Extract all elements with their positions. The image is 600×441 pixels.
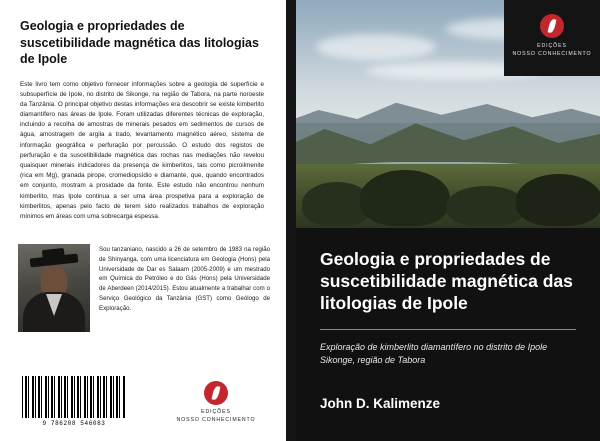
publisher-name-line2: NOSSO CONHECIMENTO — [512, 50, 592, 57]
barcode-bars — [22, 376, 126, 418]
photo-bush — [446, 186, 526, 226]
photo-bush — [516, 174, 600, 226]
title-divider — [320, 329, 576, 330]
publisher-name-line2: NOSSO CONHECIMENTO — [176, 417, 256, 424]
front-cover-text — [296, 228, 600, 411]
flame-icon — [540, 14, 564, 38]
photo-cloud — [316, 34, 436, 60]
photo-bush — [360, 170, 450, 226]
back-cover-title: Geologia e propriedades de suscetibilidade magnética das litologias de Ipole — [20, 19, 259, 66]
author-photo — [18, 244, 90, 332]
publisher-logo-front — [504, 0, 600, 76]
barcode — [22, 376, 126, 427]
author-bio: Sou tanzaniano, nascido a 26 de setembro de 1983 na região de Shinyanga, com uma licenciatura em Geologia (Hons) pela Universidade de Dar es Salaam (2005-2009) e um mestrado em Química do Petróleo e do Gás (Hons) pela Universidade de Aberdeen (2014/2015). Estou atualmente a trabalhar com o Serviço Geológico da Tanzânia (GST) como Geólogo de Exploração. — [99, 246, 270, 312]
publisher-name-line1: EDIÇÕES — [537, 42, 567, 49]
cover-photo-landscape — [296, 0, 600, 228]
front-cover-author: John D. Kalimenze — [320, 395, 441, 411]
front-cover-title: Geologia e propriedades de suscetibilidade magnética das litologias de Ipole — [320, 249, 573, 314]
barcode-number: 9 786208 546083 — [42, 420, 106, 427]
back-cover — [0, 0, 286, 441]
book-spine — [286, 0, 296, 441]
back-cover-footer — [0, 345, 286, 441]
author-block — [18, 244, 270, 332]
front-cover — [296, 0, 600, 441]
back-cover-blurb: Este livro tem como objetivo fornecer informações sobre a geologia de superfície e subsuperfície de Ipole, no distrito de Sikonge, na região de Tabora, na parte noroeste da Tanzânia. O principal objetivo destas informações era descobrir se existe kimberlito diamantífero nas áreas de Ipole. Foram utilizadas diferentes técnicas de exploração, incluindo a recolha de amostras de minerais pesados em sedimentos de cursos de água, amostragem de argila a trado, levantamento magnético aéreo, sistema de informação geográfica e perfuração por percussão. O estudo dos registos de perfuração e da suscetibilidade magnética das rochas nas mediações não revelou quaisquer minerais indicadores da presença de kimberlitos, tais como picroilmenite (rica em Mg), granada pirope, cromediopsídio e diamante, que, quando encontrados em conjunto, mostram a prosidade da fonte. Este estudo não encontrou nenhum kimberlito, mas Ipole continua a ser uma área prospetiva para a exploração de kimberlitos, apenas pelo facto de terem sido realizados trabalhos de exploração mínimos em áreas com uma sobrecarga espessa. — [20, 80, 264, 220]
publisher-name-line1: EDIÇÕES — [201, 409, 231, 416]
flame-icon — [204, 381, 228, 405]
photo-foreground-field — [296, 164, 600, 228]
front-cover-subtitle: Exploração de kimberlito diamantífero no distrito de Ipole Sikonge, região de Tabora — [320, 341, 548, 366]
publisher-logo-back — [172, 381, 260, 427]
